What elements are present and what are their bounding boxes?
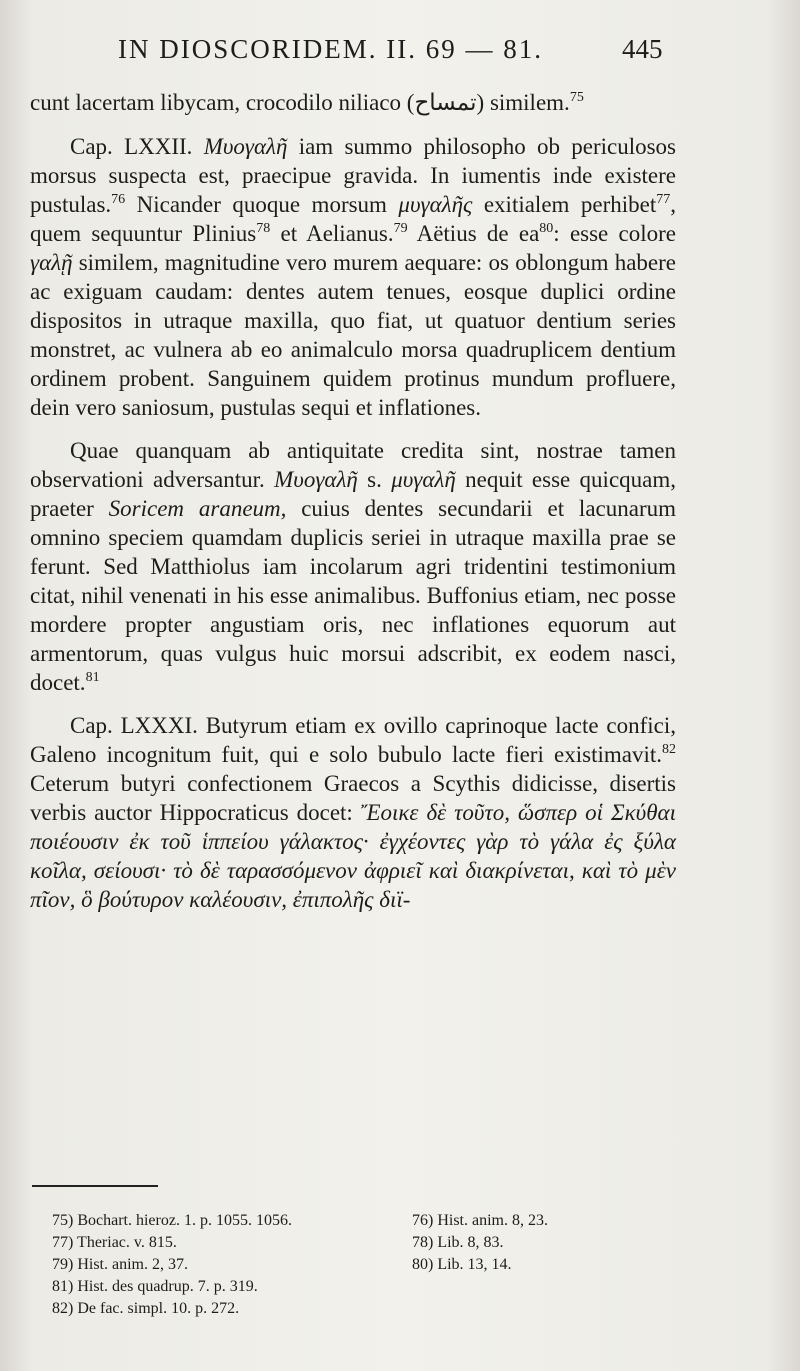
paragraph-cap-lxxxi — [30, 711, 676, 914]
footnote — [412, 1276, 692, 1298]
footnote-rule — [32, 1185, 158, 1187]
chapter-label: Cap. LXXXI. — [70, 713, 198, 738]
footnote-ref: 80 — [539, 221, 554, 236]
text-run: cunt lacertam libycam, crocodilo niliaco ( — [30, 90, 415, 115]
greek-word: γαλῇ — [30, 250, 73, 275]
footnote: 80) Lib. 13, 14. — [412, 1256, 512, 1273]
footnote: 79) Hist. anim. 2, 37. — [52, 1256, 188, 1273]
greek-word: μυγαλῆς — [398, 192, 473, 217]
footnote-row — [52, 1276, 692, 1298]
footnote-ref: 79 — [393, 221, 408, 236]
footnote — [412, 1298, 692, 1320]
footnote-ref: 81 — [85, 670, 100, 685]
paragraph-cap-lxxii — [30, 132, 676, 422]
greek-word: μυγαλῆ — [391, 467, 456, 492]
text-run: nequit esse quicquam, praeter — [30, 467, 677, 521]
text-run: s. — [357, 467, 392, 492]
footnote: 81) Hist. des quadrup. 7. p. 319. — [52, 1278, 258, 1295]
greek-quotation: Ἔοικε δὲ τοῦτο, ὥσπερ οἱ Σκύθαι ποιέουσιν ἐκ τοῦ ἱππείου γάλακτος· ἐγχέοντες γὰρ τὸ γάλα ἐς ξύλα κοῖλα, σείουσι· τὸ δὲ ταρασσόμενον ἀφριεῖ καὶ διακρίνεται, καὶ τὸ μὲν πῖον, ὃ βούτυρον καλέουσιν, ἐπιπολῆς διϊ- — [30, 800, 677, 912]
footnotes — [52, 1210, 692, 1320]
text-run: Nicander quoque morsum — [125, 192, 399, 217]
text-run: , quem sequuntur Plinius — [30, 192, 677, 246]
paragraph-observation — [30, 436, 676, 697]
footnote: 77) Theriac. v. 815. — [52, 1234, 177, 1251]
text-run: cuius dentes secundarii et lacunarum omnino speciem quamdam duplicis seriei in utraque maxilla prae se ferunt. Sed Matthiolus iam incolarum agri tridentini testimonium citat, nihil venenati in his esse animalibus. Buffonius etiam, nec posse mordere propter angustiam oris, nec inflationes equorum aut armentorum, quas vulgus huic morsui adscribit, ex eodem nasci, docet. — [30, 496, 676, 695]
greek-word: Μυογαλῆ — [274, 467, 358, 492]
footnote-row — [52, 1298, 692, 1320]
text-run: Ceterum butyri confectionem Graecos a Scythis didicisse, disertis verbis auctor Hippocraticus docet: — [30, 771, 676, 825]
footnote-ref: 77 — [656, 192, 671, 207]
running-head: IN DIOSCORIDEM. II. 69 — 81. — [118, 34, 543, 64]
footnote: 75) Bochart. hieroz. 1. p. 1055. 1056. — [52, 1212, 292, 1229]
paragraph-continuation — [30, 88, 676, 118]
text-run: Butyrum etiam ex ovillo caprinoque lacte confici, Galeno incognitum fuit, qui e solo bubulo lacte fieri existimavit. — [30, 713, 676, 767]
text-run: Aëtius de ea — [407, 221, 540, 246]
footnote-ref: 76 — [111, 192, 126, 207]
footnote: 76) Hist. anim. 8, 23. — [412, 1212, 548, 1229]
text-run: : esse colore — [553, 221, 676, 246]
footnote-ref: 75 — [569, 90, 584, 105]
body-text — [30, 88, 676, 914]
footnote-row — [52, 1254, 692, 1276]
species-name: Soricem araneum, — [108, 496, 287, 521]
text-run: Quae quanquam ab antiquitate credita sint, nostrae tamen observationi adversantur. — [30, 438, 676, 492]
page-number: 445 — [622, 34, 663, 64]
text-run: et Aelianus. — [270, 221, 394, 246]
footnote-row — [52, 1210, 692, 1232]
footnote: 78) Lib. 8, 83. — [412, 1234, 504, 1251]
page-header — [0, 30, 800, 70]
footnote-ref: 82 — [662, 742, 676, 757]
arabic-word: تمساح — [414, 90, 477, 116]
text-run: iam summo philosopho ob periculosos morsus suspecta est, praecipue gravida. In iumentis inde existere pustulas. — [30, 134, 677, 217]
footnote: 82) De fac. simpl. 10. p. 272. — [52, 1300, 240, 1317]
text-run: exitialem perhibet — [472, 192, 657, 217]
text-run: ) similem. — [476, 90, 570, 115]
footnote-ref: 78 — [256, 221, 271, 236]
greek-word: Μυογαλῆ — [203, 134, 288, 159]
text-run: similem, magnitudine vero murem aequare: os oblongum habere ac exiguam caudam: dentes autem tenues, eosque duplici ordine dispositos in utraque maxilla, quo fiat, ut quatuor dentium series monstret, ac vulnera ab eo animalculo morsa quadruplicem dentium ordinem probent. Sanguinem quidem protinus mundum profluere, dein vero saniosum, pustulas sequi et inflationes. — [30, 250, 676, 420]
chapter-label: Cap. LXXII. — [70, 134, 193, 159]
footnote-row — [52, 1232, 692, 1254]
